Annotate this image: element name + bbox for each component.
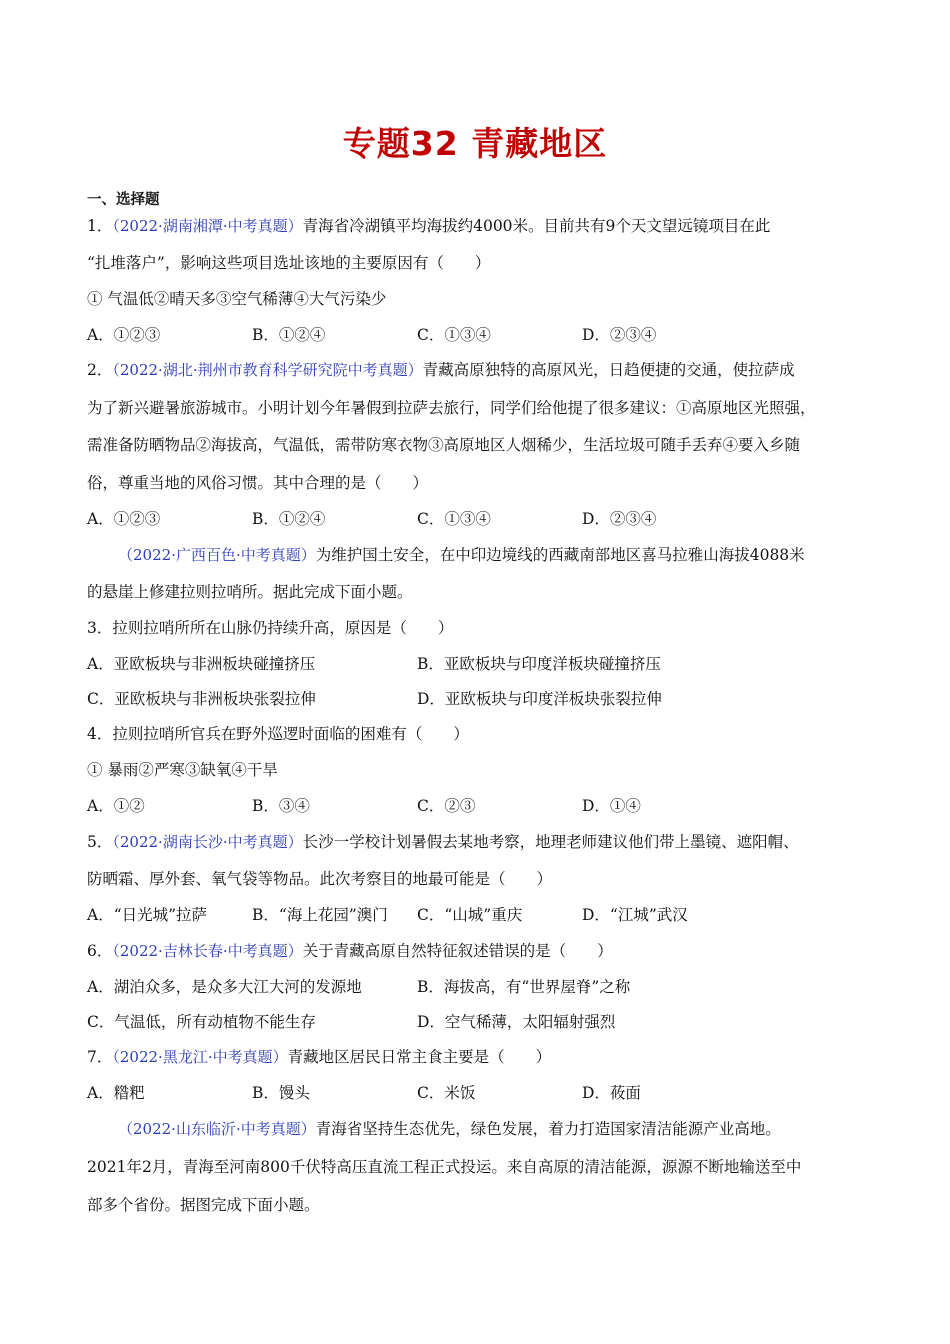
question-4-line-2: ① 暴雨②严寒③缺氧④干旱 (87, 761, 278, 779)
intro-text: 为维护国土安全，在中印边境线的西藏南部地区喜马拉雅山海拔4088米 (315, 546, 805, 564)
source-link[interactable]: （2022·山东临沂·中考真题） (118, 1120, 316, 1138)
option-c: C．②③ (417, 797, 476, 815)
option-c: C．米饭 (417, 1084, 476, 1102)
group-intro-line-3: 部多个省份。据图完成下面小题。 (87, 1196, 320, 1214)
option-a: A．①②③ (87, 326, 161, 344)
option-a: A．①②③ (87, 510, 161, 528)
question-2-line-3: 需准备防晒物品②海拔高，气温低，需带防寒衣物③高原地区人烟稀少，生活垃圾可随手丢弃④要入乡随 (87, 436, 801, 454)
question-text: 长沙一学校计划暑假去某地考察，地理老师建议他们带上墨镜、遮阳帽、 (302, 833, 799, 851)
group-intro-line-2: 2021年2月，青海至河南800千伏特高压直流工程正式投运。来自高原的清洁能源，源源不断地输送至中 (87, 1158, 802, 1176)
intro-text: 青海省坚持生态优先，绿色发展，着力打造国家清洁能源产业高地。 (315, 1120, 781, 1138)
question-text: 青海省冷湖镇平均海拔约4000米。目前共有9个天文望远镜项目在此 (302, 217, 771, 235)
option-b: B．①②④ (252, 326, 326, 344)
group-intro-line-1 (118, 545, 805, 565)
option-b: B．“海上花园”澳门 (252, 906, 388, 924)
question-5-line-2: 防晒霜、厚外套、氧气袋等物品。此次考察目的地最可能是（ ） (87, 870, 553, 888)
question-2-line-2: 为了新兴避暑旅游城市。小明计划今年暑假到拉萨去旅行，同学们给他提了很多建议：①高原地区光照强， (87, 399, 816, 417)
option-c: C．①③④ (417, 510, 491, 528)
question-2-line-4: 俗，尊重当地的风俗习惯。其中合理的是（ ） (87, 474, 429, 492)
question-number: 5． (87, 833, 113, 851)
question-text: 青藏高原独特的高原风光，日趋便捷的交通，使拉萨成 (422, 361, 795, 379)
option-d: D．亚欧板块与印度洋板块张裂拉伸 (417, 690, 662, 708)
source-link[interactable]: （2022·吉林长春·中考真题） (112, 942, 303, 960)
option-c: C．“山城”重庆 (417, 906, 523, 924)
option-d: D．②③④ (582, 510, 657, 528)
option-a: A．①② (87, 797, 145, 815)
question-3-stem: 3．拉则拉哨所所在山脉仍持续升高，原因是（ ） (87, 619, 454, 637)
option-b: B．①②④ (252, 510, 326, 528)
page-title: 专题32 青藏地区 (342, 124, 608, 163)
question-1-line-2: “扎堆落户”，影响这些项目选址该地的主要原因有（ ） (87, 254, 491, 272)
question-number: 7． (87, 1048, 113, 1066)
option-b: B．③④ (252, 797, 310, 815)
option-c: C．气温低，所有动植物不能生存 (87, 1013, 316, 1031)
section-heading: 一、选择题 (87, 192, 160, 208)
question-text: 关于青藏高原自然特征叙述错误的是（ ） (302, 942, 613, 960)
option-a: A．糌粑 (87, 1084, 145, 1102)
question-number: 2． (87, 361, 113, 379)
option-c: C．①③④ (417, 326, 491, 344)
group-intro-line-2: 的悬崖上修建拉则拉哨所。据此完成下面小题。 (87, 583, 413, 601)
source-link[interactable]: （2022·广西百色·中考真题） (118, 546, 316, 564)
source-link[interactable]: （2022·黑龙江·中考真题） (112, 1048, 288, 1066)
question-1-line-3: ① 气温低②晴天多③空气稀薄④大气污染少 (87, 290, 387, 308)
option-b: B．馒头 (252, 1084, 310, 1102)
question-7-line-1 (87, 1047, 551, 1067)
option-a: A．“日光城”拉萨 (87, 906, 208, 924)
source-link[interactable]: （2022·湖北·荆州市教育科学研究院中考真题） (112, 361, 423, 379)
question-number: 6． (87, 942, 113, 960)
question-5-line-1 (87, 832, 799, 852)
option-d: D．莜面 (582, 1084, 641, 1102)
option-a: A．湖泊众多，是众多大江大河的发源地 (87, 978, 362, 996)
group-intro-line-1 (118, 1119, 781, 1139)
question-2-line-1 (87, 360, 795, 380)
option-c: C．亚欧板块与非洲板块张裂拉伸 (87, 690, 316, 708)
question-6-line-1 (87, 941, 613, 961)
option-d: D．①④ (582, 797, 641, 815)
option-d: D．②③④ (582, 326, 657, 344)
source-link[interactable]: （2022·湖南湘潭·中考真题） (112, 217, 303, 235)
option-d: D．“江城”武汉 (582, 906, 688, 924)
question-text: 青藏地区居民日常主食主要是（ ） (287, 1048, 552, 1066)
option-b: B．亚欧板块与印度洋板块碰撞挤压 (417, 655, 661, 673)
option-b: B．海拔高，有“世界屋脊”之称 (417, 978, 631, 996)
source-link[interactable]: （2022·湖南长沙·中考真题） (112, 833, 303, 851)
question-number: 1． (87, 217, 113, 235)
question-1-line-1 (87, 216, 770, 236)
option-a: A．亚欧板块与非洲板块碰撞挤压 (87, 655, 316, 673)
question-4-stem: 4．拉则拉哨所官兵在野外巡逻时面临的困难有（ ） (87, 725, 469, 743)
option-d: D．空气稀薄，太阳辐射强烈 (417, 1013, 616, 1031)
